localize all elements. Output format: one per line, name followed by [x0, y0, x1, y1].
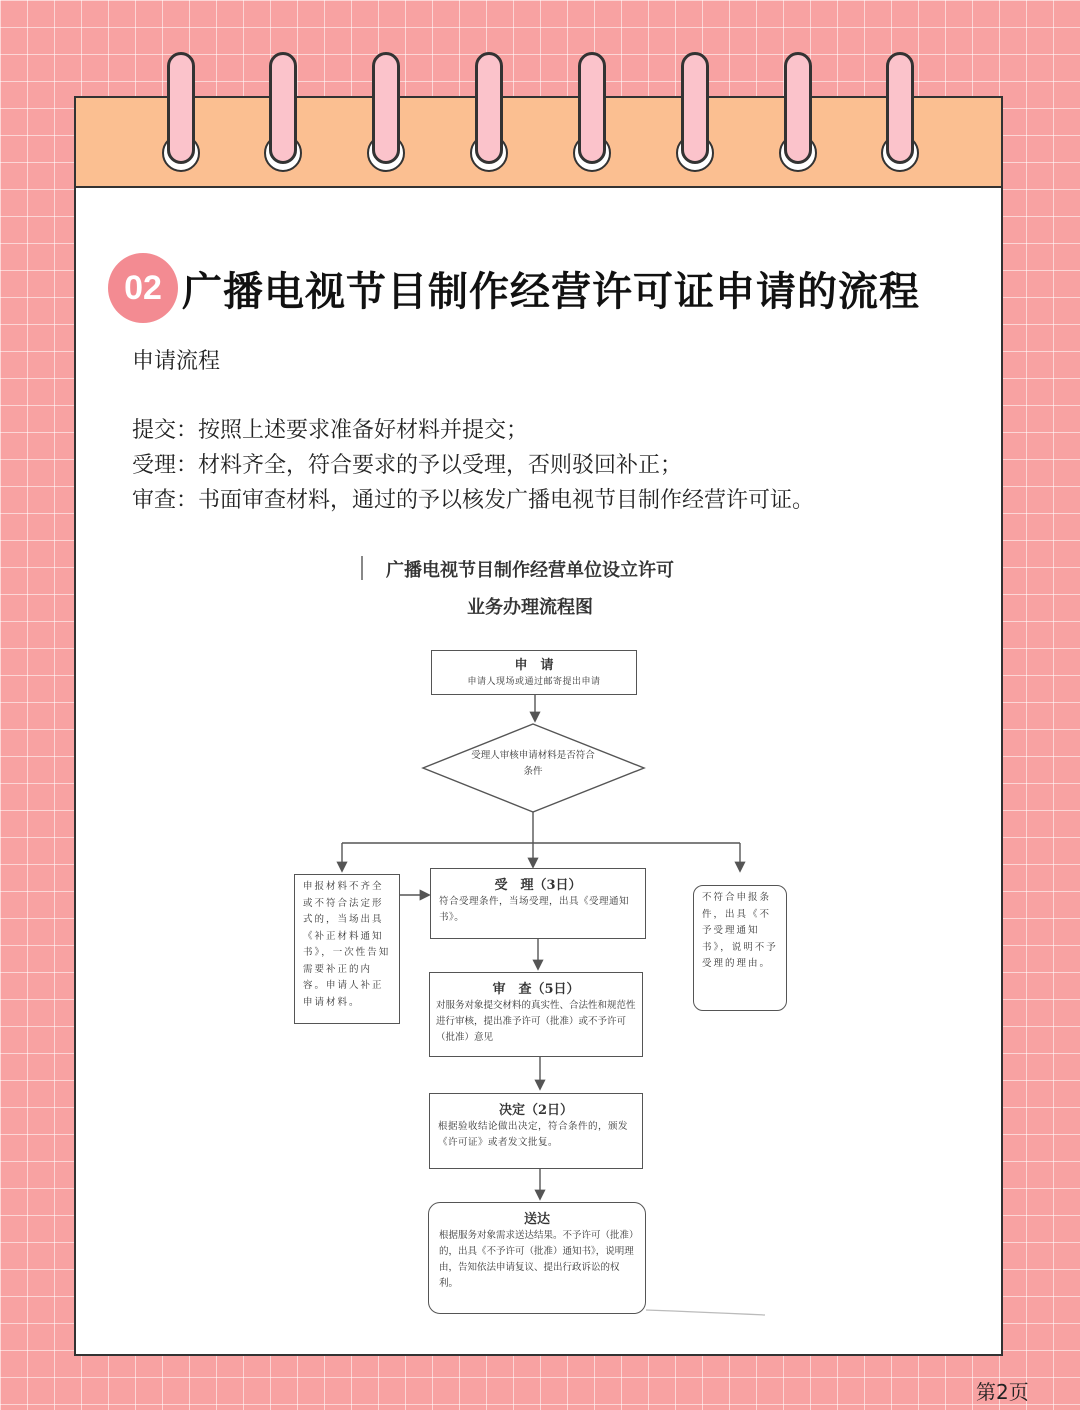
flow-box-accept: [430, 868, 646, 939]
flow-box-apply: [431, 650, 637, 695]
flow-box-text: 申请人现场或通过邮寄提出申请: [467, 677, 601, 687]
flow-box-deliver: [428, 1202, 646, 1314]
section-number-badge: 02: [108, 253, 178, 323]
flow-box-heading: 送达: [523, 1212, 550, 1227]
flow-box-heading: 决定（2日）: [498, 1103, 574, 1118]
step-review: 审查：书面审查材料，通过的予以核发广播电视节目制作经营许可证。: [132, 488, 815, 513]
flow-box-text: 对服务对象提交材料的真实性、合法性和规范性进行审核，提出准予许可（批准）或不予许可（批准）意见: [436, 1000, 636, 1043]
page-title: 广播电视节目制作经营许可证申请的流程: [182, 268, 920, 315]
flow-note-supplement: 申报材料不齐全或不符合法定形式的，当场出具《补正材料通知书》，一次性告知需要补正的内容。申请人补正申请材料。: [294, 874, 400, 1024]
flow-box-review: [429, 972, 643, 1057]
flowchart-subtitle: 业务办理流程图: [467, 597, 593, 618]
flow-box-decide: [429, 1093, 643, 1169]
flow-box-heading: 受 理（3日）: [494, 878, 582, 893]
subheading: 申请流程: [132, 349, 221, 374]
flowchart-title: 广播电视节目制作经营单位设立许可: [386, 560, 674, 581]
page-number: 第2页: [976, 1380, 1029, 1404]
step-submit: 提交：按照上述要求准备好材料并提交；: [132, 418, 529, 443]
flow-note-reject: 不符合申报条件，出具《不予受理通知书》，说明不予受理的理由。: [693, 885, 787, 1011]
flow-box-text: 根据服务对象需求送达结果。不予许可（批准）的，出具《不予许可（批准）通知书》，说明理由，告知依法申请复议、提出行政诉讼的权利。: [439, 1230, 634, 1289]
flow-box-heading: 审 查（5日）: [492, 982, 580, 997]
step-accept: 受理：材料齐全，符合要求的予以受理，否则驳回补正；: [132, 453, 683, 478]
flow-box-text: 根据验收结论做出决定，符合条件的，颁发《许可证》或者发文批复。: [438, 1121, 629, 1148]
flow-box-text: 符合受理条件，当场受理，出具《受理通知书》。: [439, 896, 630, 923]
flow-decision-text: 受理人审核申请材料是否符合条件: [471, 750, 595, 777]
flow-box-heading: 申 请: [514, 658, 554, 673]
